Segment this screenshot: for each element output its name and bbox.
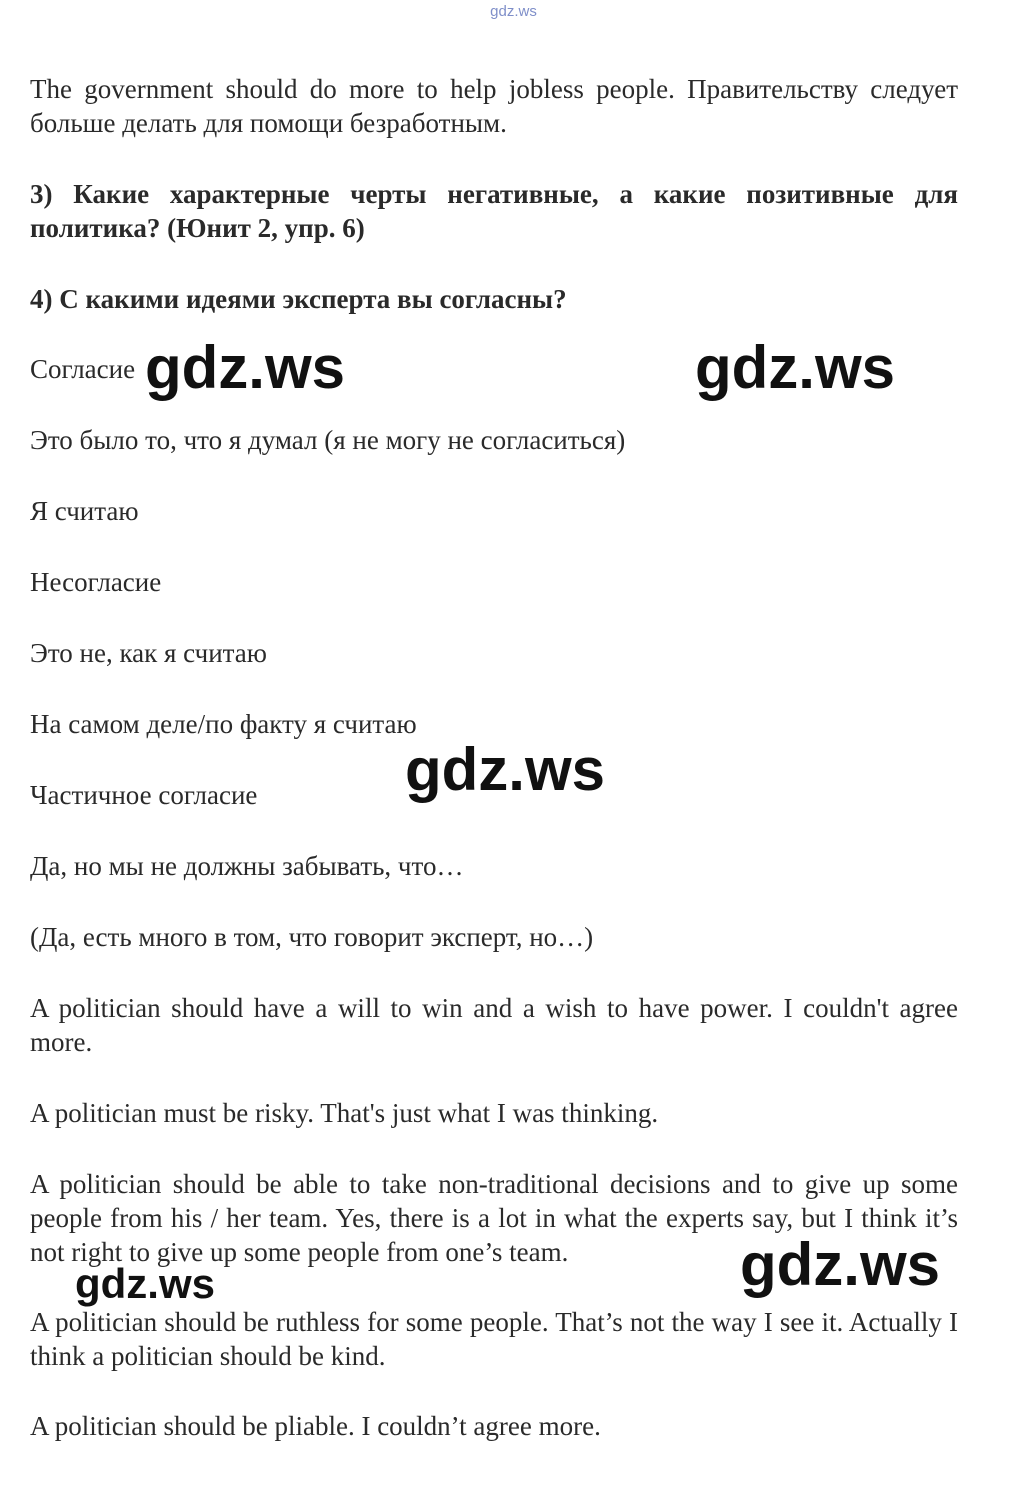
heading-agreement: Согласие [30,354,136,384]
question-4: 4) С какими идеями эксперта вы согласны? [30,284,567,314]
watermark: gdz.ws [405,736,606,803]
disagreement-phrase-2: На самом деле/по факту я считаю [30,709,417,739]
agreement-phrase-2: Я считаю [30,496,139,526]
example-1: A politician should have a will to win and a wish to have power. I couldn't agree more. [30,993,958,1057]
partial-phrase-1: Да, но мы не должны забывать, что… [30,851,464,881]
example-4: A politician should be ruthless for some people. That’s not the way I see it. Actually I think a politician should be kind. [30,1307,958,1371]
agreement-phrase-1: Это было то, что я думал (я не могу не согласиться) [30,425,626,455]
example-5: A politician should be pliable. I couldn’t agree more. [30,1411,601,1441]
heading-partial-agreement: Частичное согласие [30,780,258,810]
question-3: 3) Какие характерные черты негативные, а какие позитивные для политика? (Юнит 2, упр. 6) [30,179,958,243]
disagreement-phrase-1: Это не, как я считаю [30,638,267,668]
header-watermark: gdz.ws [490,3,537,20]
paragraph-government: The government should do more to help jobless people. Правительству следует больше делать для помощи безработным. [30,74,958,138]
example-3: A politician should be able to take non-traditional decisions and to give up some people from his / her team. Yes, there is a lot in what the experts say, but I think it’s not right to give up some people from one’s team. [30,1169,958,1267]
heading-disagreement: Несогласие [30,567,162,597]
watermark: gdz.ws [740,1231,941,1298]
watermark: gdz.ws [695,334,896,401]
watermark: gdz.ws [145,334,346,401]
example-2: A politician must be risky. That's just what I was thinking. [30,1098,659,1128]
partial-phrase-2: (Да, есть много в том, что говорит эксперт, но…) [30,922,594,952]
watermark: gdz.ws [75,1260,216,1307]
